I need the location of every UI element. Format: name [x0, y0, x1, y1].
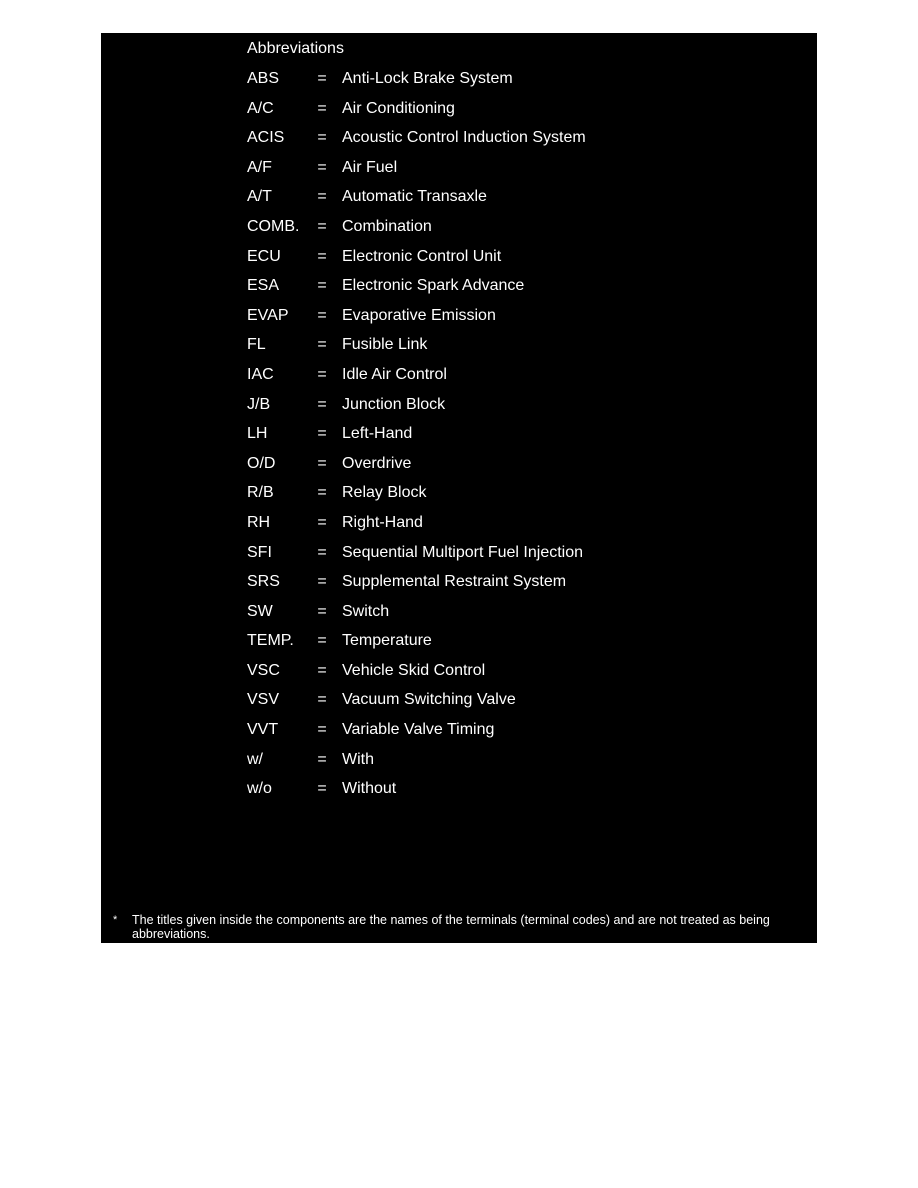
list-item [101, 543, 817, 573]
abbreviation-code: VSV [247, 691, 280, 709]
abbreviation-code: SFI [247, 543, 272, 561]
abbreviation-meaning: Idle Air Control [342, 365, 447, 383]
list-item [101, 99, 817, 129]
abbreviation-meaning: Temperature [342, 632, 432, 650]
abbreviation-code: IAC [247, 365, 274, 383]
list-item [101, 276, 817, 306]
abbreviation-code: SRS [247, 573, 280, 591]
equals-sign: = [317, 188, 327, 206]
equals-sign: = [317, 425, 327, 443]
abbreviation-code: LH [247, 425, 268, 443]
abbreviation-meaning: Supplemental Restraint System [342, 573, 567, 591]
equals-sign: = [317, 454, 327, 472]
list-item [101, 217, 817, 247]
abbreviation-meaning: Overdrive [342, 454, 412, 472]
list-item [101, 187, 817, 217]
list-item [101, 395, 817, 425]
abbreviation-code: VSC [247, 661, 280, 679]
abbreviation-meaning: Junction Block [342, 395, 446, 413]
list-item [101, 365, 817, 395]
equals-sign: = [317, 543, 327, 561]
abbreviation-code: COMB. [247, 217, 300, 235]
abbreviation-meaning: Fusible Link [342, 336, 428, 354]
abbreviation-meaning: Left-Hand [342, 425, 413, 443]
equals-sign: = [317, 277, 327, 295]
abbreviation-meaning: Without [342, 780, 397, 798]
list-item [101, 572, 817, 602]
abbreviation-code: ACIS [247, 129, 285, 147]
equals-sign: = [317, 129, 327, 147]
equals-sign: = [317, 306, 327, 324]
equals-sign: = [317, 602, 327, 620]
footnote [113, 913, 813, 941]
equals-sign: = [317, 721, 327, 739]
abbreviation-meaning: Evaporative Emission [342, 306, 496, 324]
footnote-marker: * [113, 914, 118, 926]
equals-sign: = [317, 780, 327, 798]
list-item [101, 69, 817, 99]
abbreviation-meaning: Anti-Lock Brake System [342, 70, 513, 87]
equals-sign: = [317, 70, 327, 87]
abbreviation-meaning: Electronic Control Unit [342, 247, 502, 265]
abbreviation-meaning: With [342, 750, 374, 768]
abbreviation-code: ABS [247, 70, 280, 87]
abbreviation-code: w/o [247, 780, 272, 798]
abbreviation-meaning: Automatic Transaxle [342, 188, 487, 206]
footnote-text: The titles given inside the components are the names of the terminals (terminal codes) and are not treated as being abbreviations. [132, 913, 770, 941]
equals-sign: = [317, 573, 327, 591]
list-item [101, 306, 817, 336]
equals-sign: = [317, 99, 327, 117]
equals-sign: = [317, 513, 327, 531]
abbreviation-meaning: Sequential Multiport Fuel Injection [342, 543, 584, 561]
list-item [101, 247, 817, 277]
abbreviation-meaning: Right-Hand [342, 513, 423, 531]
equals-sign: = [317, 395, 327, 413]
equals-sign: = [317, 484, 327, 502]
abbreviation-meaning: Vehicle Skid Control [342, 661, 486, 679]
equals-sign: = [317, 158, 327, 176]
equals-sign: = [317, 632, 327, 650]
abbreviation-code: TEMP. [247, 632, 294, 650]
equals-sign: = [317, 336, 327, 354]
abbreviation-code: w/ [247, 750, 263, 768]
abbreviation-code: ESA [247, 277, 280, 295]
abbreviation-meaning: Relay Block [342, 484, 427, 502]
page-title: Abbreviations [247, 40, 344, 57]
abbreviation-code: J/B [247, 395, 271, 413]
list-item [101, 483, 817, 513]
abbreviation-code: EVAP [247, 306, 289, 324]
list-item [101, 128, 817, 158]
abbreviation-code: A/C [247, 99, 274, 117]
list-item [101, 602, 817, 632]
abbreviation-meaning: Vacuum Switching Valve [342, 691, 516, 709]
abbreviation-meaning: Air Fuel [342, 158, 398, 176]
abbreviations-panel [101, 33, 817, 943]
equals-sign: = [317, 750, 327, 768]
abbreviation-meaning: Acoustic Control Induction System [342, 129, 586, 147]
abbreviation-code: FL [247, 336, 266, 354]
equals-sign: = [317, 365, 327, 383]
abbreviation-meaning: Air Conditioning [342, 99, 455, 117]
abbreviation-code: R/B [247, 484, 274, 502]
abbreviation-code: A/F [247, 158, 272, 176]
equals-sign: = [317, 247, 327, 265]
abbreviation-list [101, 69, 817, 809]
abbreviation-code: RH [247, 513, 271, 531]
list-item [101, 454, 817, 484]
equals-sign: = [317, 691, 327, 709]
abbreviation-code: ECU [247, 247, 281, 265]
abbreviation-meaning: Combination [342, 217, 432, 235]
list-item [101, 779, 817, 809]
list-item [101, 690, 817, 720]
equals-sign: = [317, 661, 327, 679]
list-item [101, 424, 817, 454]
list-item [101, 720, 817, 750]
abbreviation-code: VVT [247, 721, 279, 739]
abbreviation-code: SW [247, 602, 273, 620]
list-item [101, 661, 817, 691]
list-item [101, 631, 817, 661]
abbreviation-code: O/D [247, 454, 276, 472]
abbreviation-meaning: Electronic Spark Advance [342, 277, 525, 295]
list-item [101, 750, 817, 780]
abbreviation-meaning: Switch [342, 602, 390, 620]
list-item [101, 513, 817, 543]
equals-sign: = [317, 217, 327, 235]
list-item [101, 335, 817, 365]
list-item [101, 158, 817, 188]
abbreviation-code: A/T [247, 188, 272, 206]
abbreviation-meaning: Variable Valve Timing [342, 721, 495, 739]
